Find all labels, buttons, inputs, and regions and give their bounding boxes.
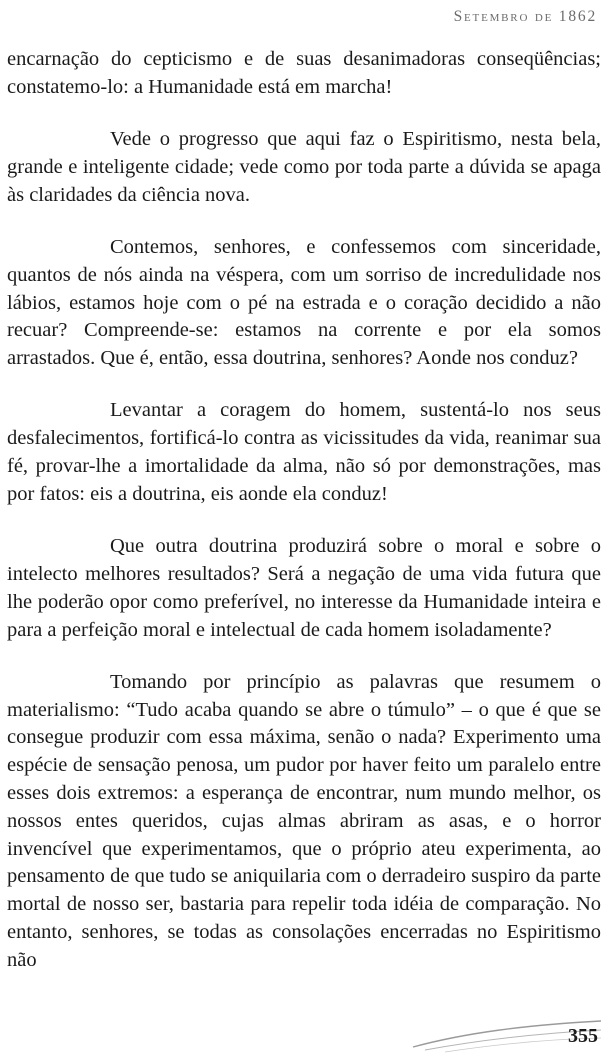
paragraph-5: Que outra doutrina produzirá sobre o moral e sobre o intelecto melhores resultados? Será a negação de uma vida futura que lhe poderão opor como preferível, no interesse da Humanidade inteira e para a perfeição moral e intelectual de cada homem isoladamente? [7,535,601,641]
paragraph-2: Vede o progresso que aqui faz o Espiritismo, nesta bela, grande e inteligente cidade; vede como por toda parte a dúvida se apaga às claridades da ciência nova. [7,128,601,206]
paragraph-6: Tomando por princípio as palavras que resumem o materialismo: “Tudo acaba quando se abre o túmulo” – o que é que se consegue produzir com essa máxima, senão o nada? Experimento uma espécie de sensação penosa, um pudor por haver feito um paralelo entre esses dois extremos: a esperança de encontrar, num mundo melhor, os nossos entes queridos, cujas almas abriram as asas, e o horror invencível que experimentamos, que o próprio ateu experimenta, ao pensamento de que tudo se aniquilaria com o derradeiro suspiro da parte mortal de nosso ser, bastaria para repelir toda idéia de comparação. No entanto, senhores, se todas as consolações encerradas no Espiritismo não [7,670,601,971]
paragraph-4: Levantar a coragem do homem, sustentá-lo nos seus desfalecimentos, fortificá-lo contra as vicissitudes da vida, reanimar sua fé, provar-lhe a imortalidade da alma, não só por demonstrações, mas por fatos: eis a doutrina, eis aonde ela conduz! [7,399,601,505]
page-body [7,46,601,975]
running-header: Setembro de 1862 [453,8,597,25]
paragraph-3: Contemos, senhores, e confessemos com sinceridade, quantos de nós ainda na véspera, com um sorriso de incredulidade nos lábios, estamos hoje com o pé na estrada e o coração decidido a não recuar? Compreende-se: estamos na corrente e por ela somos arrastados. Que é, então, essa doutrina, senhores? Aonde nos conduz? [7,235,601,370]
paragraph-1: encarnação do cepticismo e de suas desanimadoras conseqüências; constatemo-lo: a Humanidade está em marcha! [7,48,601,98]
page-number: 355 [568,1025,598,1047]
